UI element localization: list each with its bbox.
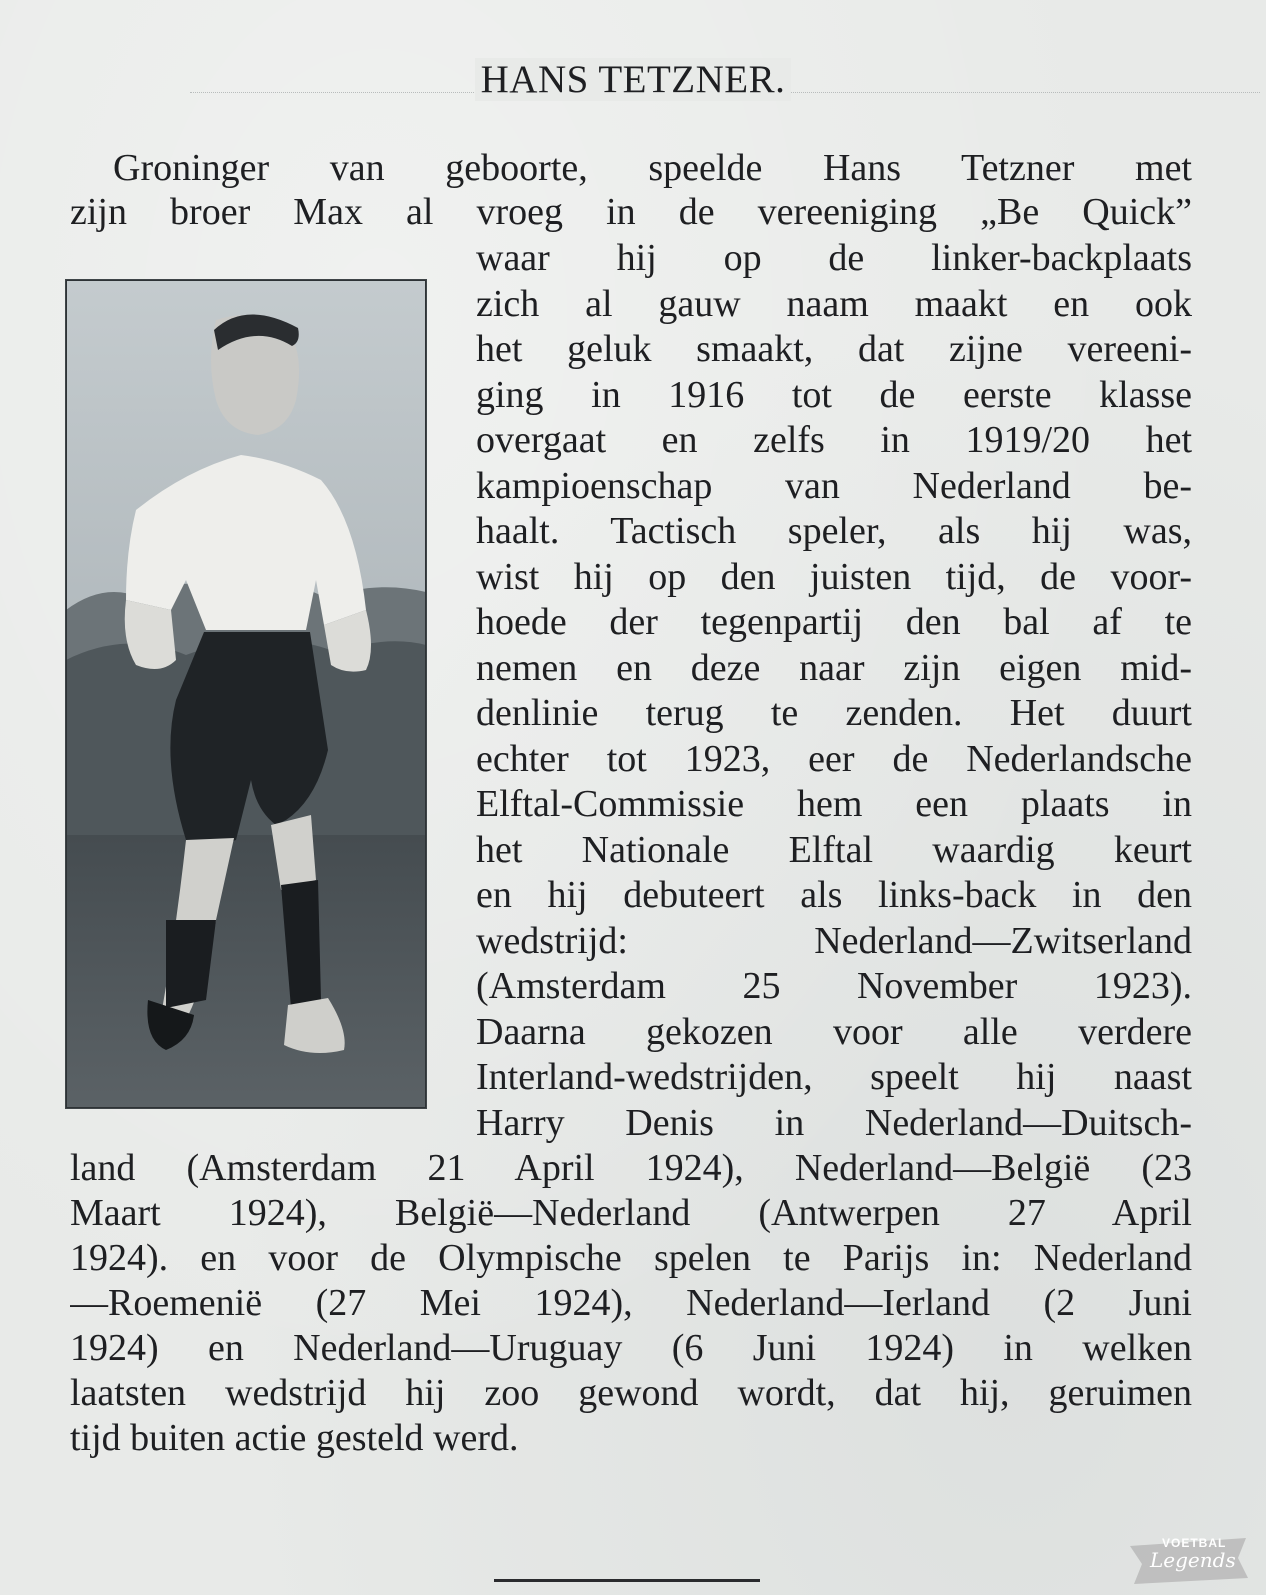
article-title xyxy=(0,56,1266,104)
text-line: laatsten wedstrijd hij zoo gewond wordt, dat hij, geruimen xyxy=(70,1372,1192,1414)
text-line: waar hij op de linker-backplaats xyxy=(476,237,1192,279)
text-line: overgaat en zelfs in 1919/20 het xyxy=(476,419,1192,461)
text-line: land (Amsterdam 21 April 1924), Nederland—België (23 xyxy=(70,1147,1192,1189)
watermark-line-2: Legends xyxy=(1150,1548,1236,1572)
text-line: hoede der tegenpartij den bal af te xyxy=(476,601,1192,643)
text-line: Interland-wedstrijden, speelt hij naast xyxy=(476,1056,1192,1098)
text-line: en hij debuteert als links-back in den xyxy=(476,874,1192,916)
text-line: —Roemenië (27 Mei 1924), Nederland—Ierland (2 Juni xyxy=(70,1282,1192,1324)
text-line: zijn broer Max al vroeg in de vereeniging „Be Quick” xyxy=(70,191,1192,233)
player-photo-illustration xyxy=(66,280,426,1108)
text-line: haalt. Tactisch speler, als hij was, xyxy=(476,510,1192,552)
voetbal-legends-watermark xyxy=(1120,1528,1256,1588)
text-line: zich al gauw naam maakt en ook xyxy=(476,283,1192,325)
article-title-text: HANS TETZNER. xyxy=(475,58,792,101)
text-line: het geluk smaakt, dat zijne vereeni- xyxy=(476,328,1192,370)
text-line: echter tot 1923, eer de Nederlandsche xyxy=(476,738,1192,780)
text-line: 1924). en voor de Olympische spelen te Parijs in: Nederland xyxy=(70,1237,1192,1279)
text-line: nemen en deze naar zijn eigen mid- xyxy=(476,647,1192,689)
text-line: Elftal-Commissie hem een plaats in xyxy=(476,783,1192,825)
text-line: 1924) en Nederland—Uruguay (6 Juni 1924) in welken xyxy=(70,1327,1192,1369)
text-line: Groninger van geboorte, speelde Hans Tetzner met xyxy=(113,147,1192,189)
text-line: Daarna gekozen voor alle verdere xyxy=(476,1011,1192,1053)
text-line: wedstrijd: Nederland—Zwitserland xyxy=(476,920,1192,962)
text-line: Harry Denis in Nederland—Duitsch- xyxy=(476,1102,1192,1144)
text-line: kampioenschap van Nederland be- xyxy=(476,465,1192,507)
bottom-rule xyxy=(494,1579,760,1582)
player-photo xyxy=(66,280,426,1108)
text-line: tijd buiten actie gesteld werd. xyxy=(70,1417,519,1459)
text-line: Maart 1924), België—Nederland (Antwerpen 27 April xyxy=(70,1192,1192,1234)
text-line: denlinie terug te zenden. Het duurt xyxy=(476,692,1192,734)
text-line: (Amsterdam 25 November 1923). xyxy=(476,965,1192,1007)
text-line: ging in 1916 tot de eerste klasse xyxy=(476,374,1192,416)
watermark-line-1: VOETBAL xyxy=(1162,1536,1227,1550)
text-line: het Nationale Elftal waardig keurt xyxy=(476,829,1192,871)
text-line: wist hij op den juisten tijd, de voor- xyxy=(476,556,1192,598)
